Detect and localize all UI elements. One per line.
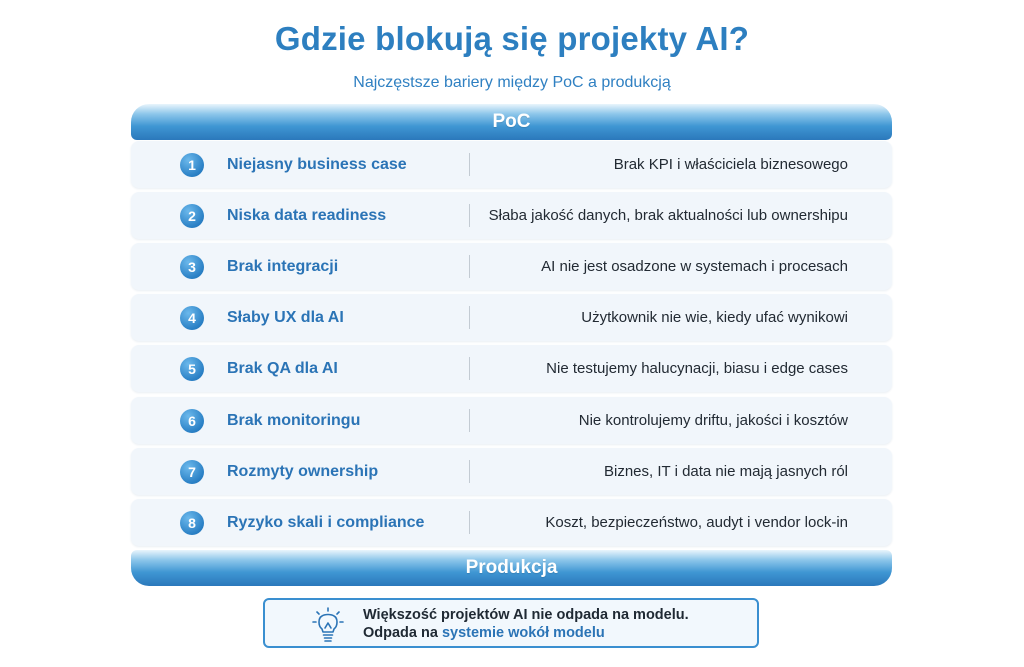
callout-text bbox=[363, 606, 689, 642]
step-number-badge: 4 bbox=[180, 306, 204, 330]
key-insight-callout bbox=[263, 598, 759, 648]
step-number-badge: 3 bbox=[180, 255, 204, 279]
step-number-badge: 2 bbox=[180, 204, 204, 228]
barrier-title: Brak integracji bbox=[227, 258, 339, 275]
callout-line-2-prefix: Odpada na bbox=[363, 625, 438, 641]
barrier-description: Użytkownik nie wie, kiedy ufać wynikowi bbox=[581, 309, 848, 326]
row-divider bbox=[469, 204, 470, 227]
barrier-title: Niska data readiness bbox=[227, 207, 387, 224]
barrier-title: Niejasny business case bbox=[227, 156, 407, 173]
barrier-title: Brak QA dla AI bbox=[227, 360, 338, 377]
barrier-description: Brak KPI i właściciela biznesowego bbox=[613, 156, 848, 173]
page-title: Gdzie blokują się projekty AI? bbox=[274, 20, 750, 57]
step-number-badge: 5 bbox=[180, 357, 204, 381]
barrier-row bbox=[131, 448, 892, 495]
callout-highlight: systemie wokół modelu bbox=[441, 625, 605, 641]
page-subtitle: Najczęstsze bariery między PoC a produkcją bbox=[353, 74, 671, 91]
barrier-row bbox=[131, 345, 892, 392]
barrier-row bbox=[131, 192, 892, 239]
poc-band-label: PoC bbox=[492, 111, 531, 132]
barrier-row bbox=[131, 397, 892, 444]
callout-line-2 bbox=[363, 624, 689, 642]
step-number-badge: 6 bbox=[180, 409, 204, 433]
barrier-title: Brak monitoringu bbox=[227, 412, 361, 429]
barrier-description: Biznes, IT i data nie mają jasnych ról bbox=[603, 463, 848, 480]
row-divider bbox=[469, 255, 470, 278]
row-divider bbox=[469, 357, 470, 380]
step-number-badge: 8 bbox=[180, 511, 204, 535]
lightbulb-icon bbox=[311, 607, 345, 643]
barrier-row bbox=[131, 141, 892, 188]
row-divider bbox=[469, 153, 470, 176]
barrier-description: Słaba jakość danych, brak aktualności lub ownershipu bbox=[488, 207, 848, 224]
step-number-badge: 7 bbox=[180, 460, 204, 484]
barrier-title: Ryzyko skali i compliance bbox=[227, 514, 425, 531]
row-divider bbox=[469, 306, 470, 329]
barrier-row bbox=[131, 499, 892, 546]
barrier-description: Koszt, bezpieczeństwo, audyt i vendor lock-in bbox=[545, 514, 848, 531]
poc-band bbox=[131, 104, 892, 140]
step-number-badge: 1 bbox=[180, 153, 204, 177]
row-divider bbox=[469, 511, 470, 534]
callout-line-1: Większość projektów AI nie odpada na modelu. bbox=[363, 607, 689, 623]
barrier-description: AI nie jest osadzone w systemach i procesach bbox=[541, 258, 848, 275]
barrier-description: Nie testujemy halucynacji, biasu i edge cases bbox=[546, 360, 848, 377]
production-band bbox=[131, 550, 892, 586]
barrier-title: Rozmyty ownership bbox=[227, 463, 379, 480]
barrier-description: Nie kontrolujemy driftu, jakości i kosztów bbox=[578, 412, 848, 429]
production-band-label: Produkcja bbox=[465, 557, 558, 578]
row-divider bbox=[469, 460, 470, 483]
row-divider bbox=[469, 409, 470, 432]
barrier-row bbox=[131, 294, 892, 341]
barrier-row bbox=[131, 243, 892, 290]
barrier-title: Słaby UX dla AI bbox=[227, 309, 344, 326]
